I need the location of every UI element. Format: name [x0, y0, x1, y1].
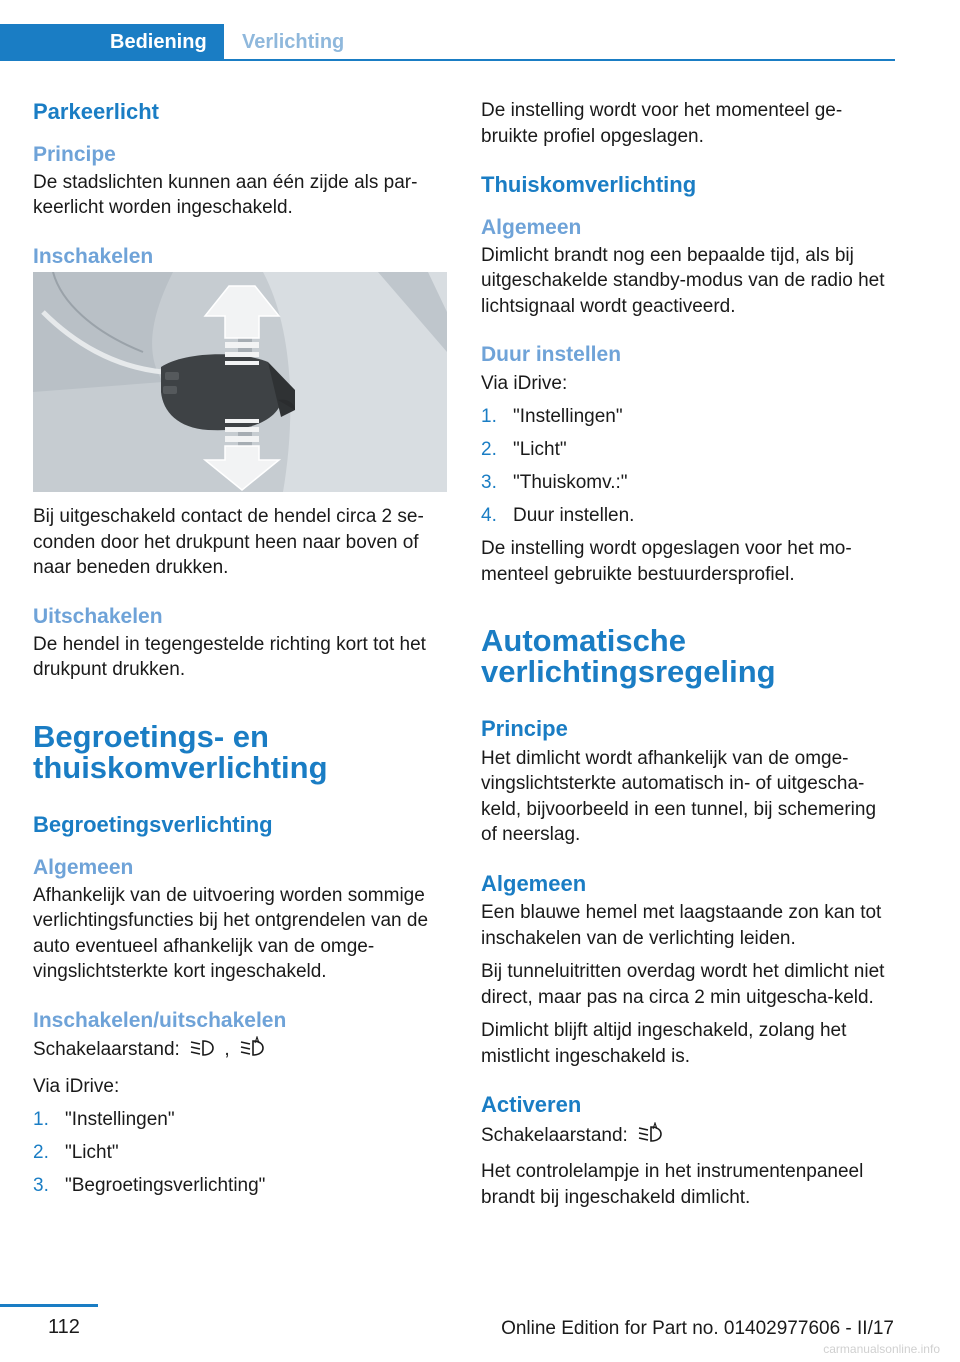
header-tabs	[0, 24, 344, 61]
text-algemeen-auto-a: Een blauwe hemel met laagstaande zon kan tot inschakelen van de verlichting leiden.	[481, 902, 882, 949]
heading-algemeen: Algemeen	[33, 855, 134, 879]
heading-inschakelen-uitschakelen: Inschakelen/uitschakelen	[33, 1008, 287, 1032]
text-schakelaarstand-activeren	[481, 1122, 897, 1152]
text-algemeen: Afhankelijk van de uitvoering worden sommige verlichtingsfuncties bij het ontgrendelen van de auto eventueel afhankelijk van de omge-vingslichtsterkte kort ingeschakeld.	[33, 884, 429, 983]
heading-automatische-verlichtingsregeling: Automatische verlichtingsregeling	[481, 623, 776, 690]
text-schakelaarstand	[33, 1036, 449, 1066]
heading-uitschakelen: Uitschakelen	[33, 604, 163, 628]
header-rule	[224, 59, 895, 61]
page-number: 112	[48, 1316, 80, 1338]
edition-note: Online Edition for Part no. 01402977606 - II/17	[501, 1318, 894, 1339]
text-uitschakelen: De hendel in tegengestelde richting kort tot het drukpunt drukken.	[33, 633, 426, 681]
text-profiel-opgeslagen: De instelling wordt voor het momenteel ge-bruikte profiel opgeslagen.	[481, 100, 843, 147]
heading-algemeen-auto: Algemeen	[481, 870, 587, 896]
text-algemeen-auto-c: Dimlicht blijft altijd ingeschakeld, zolang het mistlicht ingeschakeld is.	[481, 1020, 847, 1067]
list-item: 1. "Instellingen"	[481, 406, 623, 428]
heading-begroetingsverlichting: Begroetingsverlichting	[33, 811, 273, 837]
left-column	[33, 98, 449, 1206]
label-comma: ,	[224, 1039, 230, 1061]
text-algemeen-auto-b: Bij tunneluitritten overdag wordt het dimlicht niet direct, maar pas na circa 2 min uitgescha-keld.	[481, 961, 885, 1008]
headlight-auto-icon	[239, 1036, 265, 1066]
heading-duur-instellen: Duur instellen	[481, 343, 622, 367]
left-steps-list	[33, 1107, 449, 1199]
list-item: 2. "Licht"	[33, 1142, 119, 1164]
text-algemeen-thuiskom: Dimlicht brandt nog een bepaalde tijd, als bij uitgeschakelde standby-modus van de radio het lichtsignaal wordt geactiveerd.	[481, 244, 885, 317]
list-item: 4. Duur instellen.	[481, 505, 635, 527]
headlight-low-beam-icon	[189, 1038, 215, 1066]
watermark: carmanualsonline.info	[823, 1342, 940, 1356]
heading-parkeerlicht: Parkeerlicht	[33, 99, 159, 124]
text-opgeslagen-bestuurder: De instelling wordt opgeslagen voor het mo-menteel gebruikte bestuurdersprofiel.	[481, 538, 852, 585]
text-via-idrive-right: Via iDrive:	[481, 372, 568, 394]
heading-thuiskomverlichting: Thuiskomverlichting	[481, 172, 697, 197]
tab-bediening: Bediening	[0, 24, 224, 61]
list-item: 2. "Licht"	[481, 439, 567, 461]
text-inschakelen: Bij uitgeschakeld contact de hendel circa 2 se-conden door het drukpunt heen naar boven of naar beneden drukken.	[33, 506, 424, 579]
heading-principe: Principe	[33, 142, 116, 166]
right-steps-list	[481, 404, 897, 529]
text-controlelampje: Het controlelampje in het instrumentenpaneel brandt bij ingeschakeld dimlicht.	[481, 1161, 864, 1208]
heading-inschakelen: Inschakelen	[33, 244, 154, 268]
list-item: 3. "Begroetingsverlichting"	[33, 1175, 266, 1197]
right-column	[481, 98, 897, 1218]
list-item: 1. "Instellingen"	[33, 1109, 175, 1131]
text-principe: De stadslichten kunnen aan één zijde als par-keerlicht worden ingeschakeld.	[33, 171, 418, 219]
label-schakelaarstand-activeren: Schakelaarstand:	[481, 1124, 628, 1146]
lever-illustration	[33, 272, 447, 492]
list-item: 3. "Thuiskomv.:"	[481, 472, 628, 494]
text-via-idrive: Via iDrive:	[33, 1075, 120, 1097]
text-principe-auto: Het dimlicht wordt afhankelijk van de omge-vingslichtsterkte automatisch in- of uitgescha-keld, bijvoorbeeld in een tunnel, bij schemering of neerslag.	[481, 747, 877, 846]
lever-photo	[33, 272, 447, 492]
footer-rule	[0, 1304, 98, 1307]
heading-activeren: Activeren	[481, 1092, 582, 1118]
headlight-auto-icon	[637, 1122, 663, 1152]
heading-principe-auto: Principe	[481, 716, 568, 742]
heading-begroetings: Begroetings- en thuiskomverlichting	[33, 718, 328, 785]
heading-algemeen-thuiskom: Algemeen	[481, 215, 582, 239]
label-schakelaarstand: Schakelaarstand:	[33, 1039, 180, 1061]
tab-verlichting: Verlichting	[242, 31, 345, 53]
